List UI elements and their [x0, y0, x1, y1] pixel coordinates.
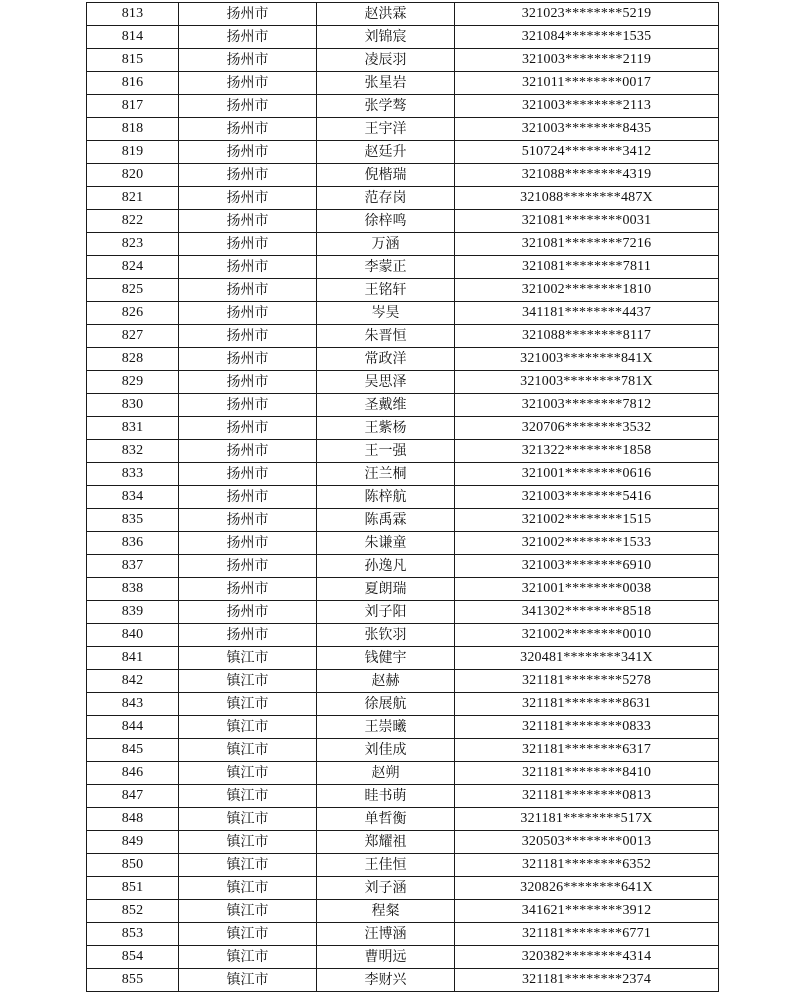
row-city: 扬州市	[179, 463, 317, 486]
row-name: 常政洋	[317, 348, 455, 371]
table-row	[87, 3, 719, 26]
row-id-number: 321084********1535	[455, 26, 719, 49]
row-id-number: 321181********0833	[455, 716, 719, 739]
row-id-number: 321011********0017	[455, 72, 719, 95]
table-row	[87, 256, 719, 279]
row-number: 836	[87, 532, 179, 555]
table-row	[87, 808, 719, 831]
row-number: 844	[87, 716, 179, 739]
row-city: 扬州市	[179, 440, 317, 463]
row-city: 镇江市	[179, 946, 317, 969]
row-id-number: 341181********4437	[455, 302, 719, 325]
row-name: 凌辰羽	[317, 49, 455, 72]
row-city: 扬州市	[179, 26, 317, 49]
row-city: 镇江市	[179, 969, 317, 992]
row-name: 朱谦童	[317, 532, 455, 555]
row-name: 曹明远	[317, 946, 455, 969]
row-name: 张学骜	[317, 95, 455, 118]
row-name: 万涵	[317, 233, 455, 256]
row-id-number: 321088********8117	[455, 325, 719, 348]
row-id-number: 320826********641X	[455, 877, 719, 900]
row-name: 汪博涵	[317, 923, 455, 946]
row-id-number: 320706********3532	[455, 417, 719, 440]
table-row	[87, 509, 719, 532]
row-name: 张星岩	[317, 72, 455, 95]
row-city: 镇江市	[179, 785, 317, 808]
table-row	[87, 26, 719, 49]
row-number: 839	[87, 601, 179, 624]
row-number: 831	[87, 417, 179, 440]
row-name: 赵廷升	[317, 141, 455, 164]
row-number: 813	[87, 3, 179, 26]
table-row	[87, 279, 719, 302]
table-row	[87, 532, 719, 555]
table-row	[87, 348, 719, 371]
row-number: 816	[87, 72, 179, 95]
row-name: 王宇洋	[317, 118, 455, 141]
row-city: 镇江市	[179, 854, 317, 877]
row-number: 821	[87, 187, 179, 210]
row-number: 837	[87, 555, 179, 578]
table-row	[87, 325, 719, 348]
table-row	[87, 716, 719, 739]
row-city: 扬州市	[179, 532, 317, 555]
table-row	[87, 946, 719, 969]
row-city: 扬州市	[179, 417, 317, 440]
row-name: 汪兰桐	[317, 463, 455, 486]
row-id-number: 321081********0031	[455, 210, 719, 233]
roster-sheet	[86, 2, 718, 992]
row-number: 818	[87, 118, 179, 141]
row-name: 李财兴	[317, 969, 455, 992]
table-row	[87, 854, 719, 877]
row-name: 陈禹霖	[317, 509, 455, 532]
row-city: 扬州市	[179, 371, 317, 394]
row-id-number: 320382********4314	[455, 946, 719, 969]
row-city: 镇江市	[179, 647, 317, 670]
row-number: 843	[87, 693, 179, 716]
row-id-number: 321181********5278	[455, 670, 719, 693]
row-id-number: 321003********5416	[455, 486, 719, 509]
row-name: 刘佳成	[317, 739, 455, 762]
row-number: 847	[87, 785, 179, 808]
table-row	[87, 578, 719, 601]
table-row	[87, 693, 719, 716]
row-city: 扬州市	[179, 555, 317, 578]
row-id-number: 321002********1515	[455, 509, 719, 532]
row-name: 徐展航	[317, 693, 455, 716]
row-name: 倪楷瑞	[317, 164, 455, 187]
row-number: 855	[87, 969, 179, 992]
row-city: 扬州市	[179, 164, 317, 187]
row-name: 岑昊	[317, 302, 455, 325]
row-city: 扬州市	[179, 256, 317, 279]
row-name: 刘子涵	[317, 877, 455, 900]
row-city: 镇江市	[179, 923, 317, 946]
row-id-number: 510724********3412	[455, 141, 719, 164]
row-name: 刘子阳	[317, 601, 455, 624]
row-number: 854	[87, 946, 179, 969]
row-number: 825	[87, 279, 179, 302]
row-number: 819	[87, 141, 179, 164]
row-name: 范存岗	[317, 187, 455, 210]
row-number: 828	[87, 348, 179, 371]
row-number: 833	[87, 463, 179, 486]
row-id-number: 341621********3912	[455, 900, 719, 923]
row-number: 840	[87, 624, 179, 647]
row-name: 眭书萌	[317, 785, 455, 808]
row-number: 850	[87, 854, 179, 877]
row-name: 王紫杨	[317, 417, 455, 440]
table-row	[87, 877, 719, 900]
row-id-number: 321003********2119	[455, 49, 719, 72]
row-id-number: 321001********0616	[455, 463, 719, 486]
table-row	[87, 601, 719, 624]
row-number: 838	[87, 578, 179, 601]
row-city: 镇江市	[179, 831, 317, 854]
row-name: 吴思泽	[317, 371, 455, 394]
table-row	[87, 739, 719, 762]
row-id-number: 321181********0813	[455, 785, 719, 808]
table-row	[87, 624, 719, 647]
row-number: 814	[87, 26, 179, 49]
row-name: 陈梓航	[317, 486, 455, 509]
table-row	[87, 785, 719, 808]
row-id-number: 321181********6771	[455, 923, 719, 946]
row-city: 扬州市	[179, 210, 317, 233]
row-city: 扬州市	[179, 509, 317, 532]
table-row	[87, 187, 719, 210]
row-id-number: 321003********2113	[455, 95, 719, 118]
row-id-number: 321023********5219	[455, 3, 719, 26]
table-row	[87, 463, 719, 486]
row-city: 镇江市	[179, 739, 317, 762]
row-city: 扬州市	[179, 72, 317, 95]
row-name: 王佳恒	[317, 854, 455, 877]
table-row	[87, 72, 719, 95]
table-row	[87, 95, 719, 118]
row-number: 846	[87, 762, 179, 785]
row-city: 镇江市	[179, 900, 317, 923]
row-id-number: 321088********487X	[455, 187, 719, 210]
row-number: 849	[87, 831, 179, 854]
row-number: 841	[87, 647, 179, 670]
table-row	[87, 555, 719, 578]
row-name: 朱晋恒	[317, 325, 455, 348]
row-id-number: 321002********1533	[455, 532, 719, 555]
row-id-number: 321181********8631	[455, 693, 719, 716]
row-name: 王一强	[317, 440, 455, 463]
row-city: 扬州市	[179, 3, 317, 26]
row-city: 扬州市	[179, 279, 317, 302]
row-id-number: 320481********341X	[455, 647, 719, 670]
row-number: 820	[87, 164, 179, 187]
row-city: 扬州市	[179, 95, 317, 118]
row-number: 848	[87, 808, 179, 831]
row-name: 赵朔	[317, 762, 455, 785]
row-city: 扬州市	[179, 141, 317, 164]
row-city: 镇江市	[179, 877, 317, 900]
row-name: 郑耀祖	[317, 831, 455, 854]
row-id-number: 321181********6317	[455, 739, 719, 762]
row-city: 扬州市	[179, 302, 317, 325]
table-row	[87, 440, 719, 463]
row-id-number: 321322********1858	[455, 440, 719, 463]
row-number: 823	[87, 233, 179, 256]
table-row	[87, 647, 719, 670]
row-number: 817	[87, 95, 179, 118]
row-number: 834	[87, 486, 179, 509]
row-city: 扬州市	[179, 187, 317, 210]
row-name: 张钦羽	[317, 624, 455, 647]
row-id-number: 321003********8435	[455, 118, 719, 141]
row-id-number: 341302********8518	[455, 601, 719, 624]
table-row	[87, 233, 719, 256]
row-city: 扬州市	[179, 118, 317, 141]
row-number: 835	[87, 509, 179, 532]
row-name: 赵洪霖	[317, 3, 455, 26]
table-row	[87, 49, 719, 72]
row-id-number: 321001********0038	[455, 578, 719, 601]
row-id-number: 321088********4319	[455, 164, 719, 187]
table-row	[87, 762, 719, 785]
row-city: 扬州市	[179, 348, 317, 371]
row-number: 830	[87, 394, 179, 417]
row-name: 徐梓鸣	[317, 210, 455, 233]
row-id-number: 321003********781X	[455, 371, 719, 394]
table-row	[87, 371, 719, 394]
row-id-number: 321181********8410	[455, 762, 719, 785]
table-row	[87, 923, 719, 946]
row-number: 842	[87, 670, 179, 693]
row-city: 镇江市	[179, 808, 317, 831]
row-id-number: 321003********7812	[455, 394, 719, 417]
row-city: 扬州市	[179, 486, 317, 509]
row-name: 钱健宇	[317, 647, 455, 670]
row-id-number: 321181********2374	[455, 969, 719, 992]
row-city: 镇江市	[179, 693, 317, 716]
row-name: 李蒙正	[317, 256, 455, 279]
row-name: 赵赫	[317, 670, 455, 693]
row-number: 852	[87, 900, 179, 923]
row-name: 程粲	[317, 900, 455, 923]
row-name: 孙逸凡	[317, 555, 455, 578]
row-city: 扬州市	[179, 601, 317, 624]
row-name: 王崇曦	[317, 716, 455, 739]
table-row	[87, 670, 719, 693]
row-number: 845	[87, 739, 179, 762]
table-row	[87, 969, 719, 992]
row-name: 单哲衡	[317, 808, 455, 831]
table-row	[87, 831, 719, 854]
row-city: 扬州市	[179, 325, 317, 348]
row-id-number: 321003********841X	[455, 348, 719, 371]
row-id-number: 321081********7811	[455, 256, 719, 279]
row-id-number: 321002********1810	[455, 279, 719, 302]
row-number: 851	[87, 877, 179, 900]
row-name: 夏朗瑞	[317, 578, 455, 601]
row-number: 827	[87, 325, 179, 348]
table-row	[87, 141, 719, 164]
table-row	[87, 417, 719, 440]
row-id-number: 321003********6910	[455, 555, 719, 578]
row-city: 扬州市	[179, 624, 317, 647]
row-id-number: 321181********517X	[455, 808, 719, 831]
table-row	[87, 486, 719, 509]
row-number: 832	[87, 440, 179, 463]
roster-table-body	[87, 3, 719, 992]
table-row	[87, 164, 719, 187]
row-number: 829	[87, 371, 179, 394]
table-row	[87, 302, 719, 325]
row-city: 镇江市	[179, 716, 317, 739]
row-id-number: 320503********0013	[455, 831, 719, 854]
row-id-number: 321002********0010	[455, 624, 719, 647]
row-city: 扬州市	[179, 233, 317, 256]
table-row	[87, 210, 719, 233]
row-city: 扬州市	[179, 394, 317, 417]
row-city: 扬州市	[179, 578, 317, 601]
row-number: 826	[87, 302, 179, 325]
row-number: 822	[87, 210, 179, 233]
row-id-number: 321181********6352	[455, 854, 719, 877]
row-name: 圣戴维	[317, 394, 455, 417]
row-id-number: 321081********7216	[455, 233, 719, 256]
row-number: 824	[87, 256, 179, 279]
row-name: 刘锦宸	[317, 26, 455, 49]
row-city: 扬州市	[179, 49, 317, 72]
table-row	[87, 900, 719, 923]
row-name: 王铭轩	[317, 279, 455, 302]
row-number: 853	[87, 923, 179, 946]
table-row	[87, 394, 719, 417]
roster-table	[86, 2, 719, 992]
row-number: 815	[87, 49, 179, 72]
table-row	[87, 118, 719, 141]
row-city: 镇江市	[179, 762, 317, 785]
row-city: 镇江市	[179, 670, 317, 693]
